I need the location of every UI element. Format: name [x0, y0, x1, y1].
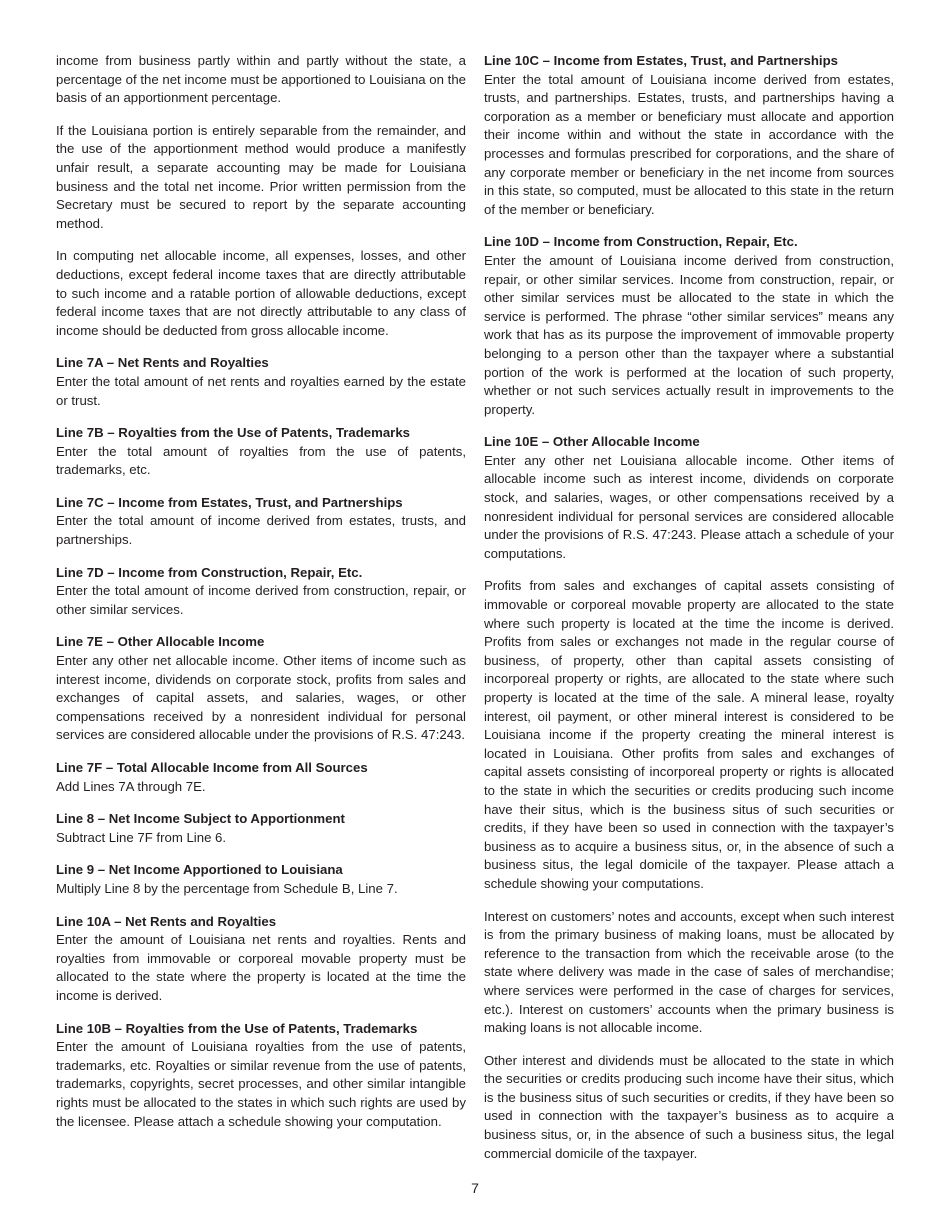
left-column: [56, 52, 466, 1145]
section-line-10c: [484, 52, 894, 219]
section-heading: Line 10D – Income from Construction, Repair, Etc.: [484, 234, 798, 250]
section-body: Subtract Line 7F from Line 6.: [56, 829, 227, 845]
section-heading: Line 10C – Income from Estates, Trust, and Partnerships: [484, 53, 838, 68]
section-body: Multiply Line 8 by the percentage from Schedule B, Line 7.: [56, 880, 398, 896]
section-line-8: [56, 810, 466, 847]
section-heading: Line 10A – Net Rents and Royalties: [56, 913, 277, 929]
section-line-10d: [484, 233, 894, 419]
section-body: Add Lines 7A through 7E.: [56, 778, 206, 794]
section-line-9: [56, 861, 466, 898]
section-line-10a: [56, 913, 466, 1006]
section-body: Enter the total amount of income derived from estates, trusts, and partnerships.: [56, 513, 466, 548]
section-line-7b: [56, 424, 466, 480]
section-body: Enter any other net allocable income. Other items of income such as interest income, dividends on corporate stock, profits from sales and exchanges of capital assets, and salaries, wages, or other compensations received by a nonresident individual for personal services are considered allocable under the provisions of R.S. 47:243.: [56, 653, 466, 743]
section-heading: Line 7A – Net Rents and Royalties: [56, 355, 269, 371]
section-line-7e: [56, 633, 466, 745]
section-heading: Line 7F – Total Allocable Income from All Sources: [56, 760, 368, 775]
section-heading: Line 8 – Net Income Subject to Apportionment: [56, 811, 345, 827]
closing-paragraph: Interest on customers’ notes and accounts, except when such interest is from the primary business of making loans, must be allocated by reference to the transaction from which the receivable arose (to the state where delivery was made in the case of sales of merchandise; where services were performed in the case of charges for services, etc.). Interest on customers’ accounts when the primary business is making loans is not allocable income.: [484, 908, 894, 1036]
intro-paragraph: If the Louisiana portion is entirely separable from the remainder, and the use of the apportionment method would produce a manifestly unfair result, a separate accounting may be made for Louisiana business and the total net income. Prior written permission from the Secretary must be secured to report by the separate accounting method.: [56, 122, 466, 231]
section-line-10b: [56, 1020, 466, 1132]
section-body: Enter the total amount of income derived from construction, repair, or other similar services.: [56, 583, 466, 617]
section-body: Enter the amount of Louisiana income derived from construction, repair, or other similar services. Income from construction, repair, or other similar services must be allocated to the state in which the service is performed. The phrase “other similar services” means any work that has as its purpose the improvement of immovable property belonging to a person other than the taxpayer where a substantial portion of the work is performed at the location of such property, whether or not such services actually result in improvements to the property.: [484, 252, 894, 417]
right-column: [484, 52, 894, 1177]
section-body: Enter the total amount of net rents and royalties earned by the estate or trust.: [56, 373, 466, 408]
section-heading: Line 7B – Royalties from the Use of Patents, Trademarks: [56, 425, 410, 441]
section-body: Enter the total amount of royalties from the use of patents, trademarks, etc.: [56, 443, 466, 478]
section-body: Enter the total amount of Louisiana income derived from estates, trusts, and partnerships. Estates, trusts, and partnerships having a corporation as a member or beneficiary must allocate and apportion their income within and without the state in accordance with the processes and formulas prescribed for corporations, and the share of any corporate member or beneficiary in the net income from sources in this state, so computed, must be allocated to this state in the return of the member or beneficiary.: [484, 71, 894, 217]
section-heading: Line 7C – Income from Estates, Trust, and Partnerships: [56, 494, 403, 510]
section-heading: Line 7E – Other Allocable Income: [56, 634, 265, 650]
closing-paragraph: Profits from sales and exchanges of capital assets consisting of immovable or corporeal movable property are allocated to the state where such property is located at the time the income is derived. Profits from sales or exchanges not made in the regular course of business, of property, other than capital assets consisting of incorporeal property or rights, are allocated to the state where such property is located at the time of the sale. A mineral lease, royalty interest, oil payment, or other mineral interest is considered to be Louisiana income if the property creating the mineral interest is located in Louisiana. Other profits from sales and exchanges of capital assets consisting of incorporeal property or rights is allocated to the state in which the securities or credits producing such income have their situs, which is the business situs of such securities or credits, if they have been so used in connection with the taxpayer’s business as to acquire a business situs, or, in the absence of such a business situs, the legal domicile of the taxpayer. Please attach a schedule showing your computations.: [484, 578, 894, 891]
section-body: Enter the amount of Louisiana net rents and royalties. Rents and royalties from immovable or corporeal movable property must be allocated to the state where the property is located at the time the income is derived.: [56, 932, 466, 1003]
closing-paragraph: Other interest and dividends must be allocated to the state in which the securities or credits producing such income have their situs, which is the business situs of such securities or credits, if they have been so used in connection with the taxpayer’s business as to acquire a business situs, or, in the absence of such a business situs, the legal commercial domicile of the taxpayer.: [484, 1052, 894, 1161]
section-heading: Line 10B – Royalties from the Use of Patents, Trademarks: [56, 1020, 418, 1036]
intro-paragraph: In computing net allocable income, all expenses, losses, and other deductions, except federal income taxes that are directly attributable to such income and a ratable portion of allowable deductions, except federal income taxes that are not directly attributable to any class of income should be deducted from gross allocable income.: [56, 248, 466, 338]
section-heading: Line 10E – Other Allocable Income: [484, 434, 700, 450]
section-heading: Line 9 – Net Income Apportioned to Louisiana: [56, 862, 343, 878]
section-line-7f: [56, 759, 466, 796]
section-heading: Line 7D – Income from Construction, Repair, Etc.: [56, 564, 363, 580]
section-line-7c: [56, 494, 466, 550]
intro-paragraph: income from business partly within and partly without the state, a percentage of the net income must be apportioned to Louisiana on the basis of an apportionment percentage.: [56, 53, 466, 106]
section-body: Enter the amount of Louisiana royalties from the use of patents, trademarks, etc. Royalties or similar revenue from the use of patents, trademarks, copyrights, secret processes, and other similar intangible rights must be allocated to the states in which such rights are used by the licensee. Please attach a schedule showing your computation.: [56, 1039, 466, 1129]
section-line-7a: [56, 354, 466, 410]
section-body: Enter any other net Louisiana allocable income. Other items of allocable income such as interest income, dividends on corporate stock, and salaries, wages, or other compensations received by a nonresident individual for personal services are considered allocable under the provisions of R.S. 47:243. Please attach a schedule of your computations.: [484, 452, 894, 561]
section-line-7d: [56, 564, 466, 620]
section-line-10e: [484, 433, 894, 563]
page-number: 7: [471, 1180, 479, 1196]
